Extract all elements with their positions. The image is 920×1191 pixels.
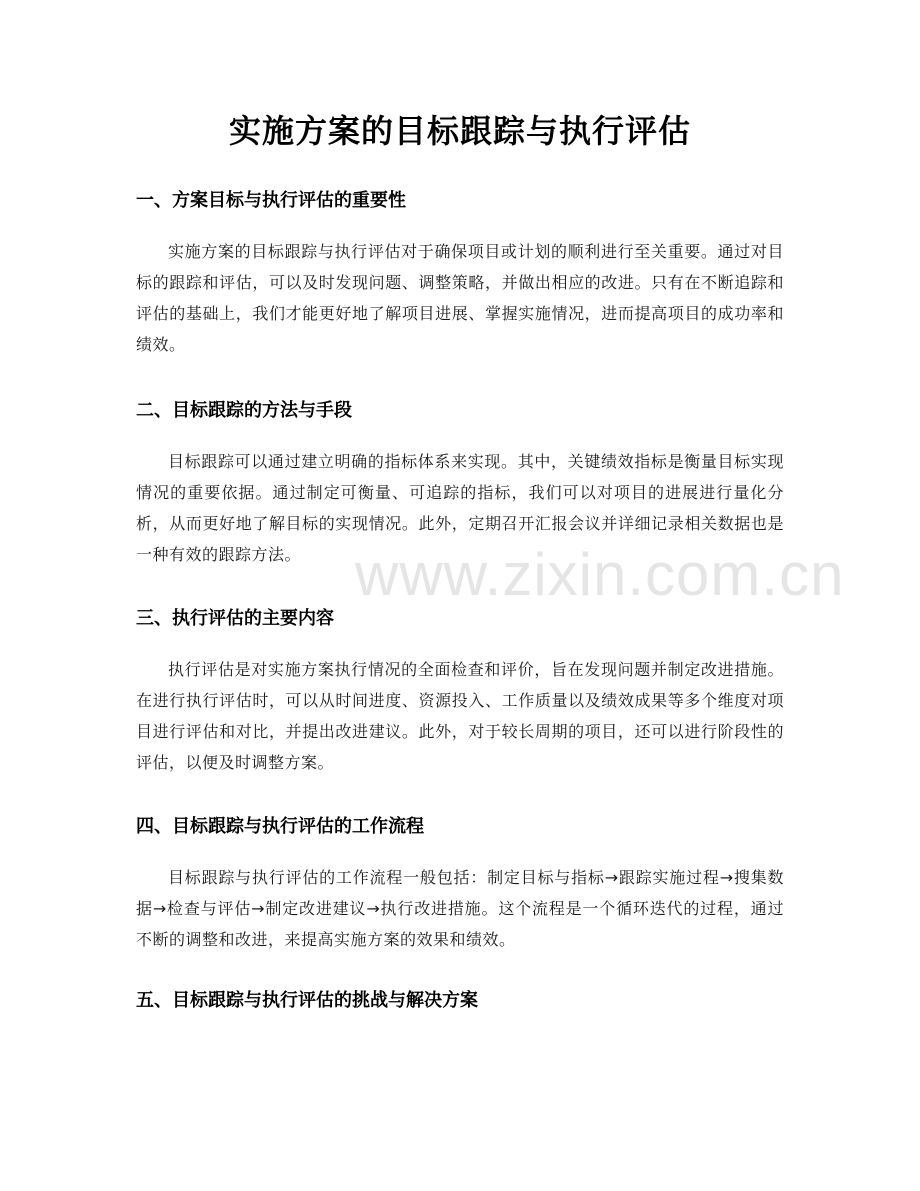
watermark: www.zixin.com.cn	[355, 541, 845, 608]
section-body-4: 目标跟踪与执行评估的工作流程一般包括：制定目标与指标→跟踪实施过程→搜集数据→检查与评估→制定改进建议→执行改进措施。这个流程是一个循环迭代的过程，通过不断的调整和改进，来提高实施方案的效果和绩效。	[136, 868, 784, 949]
section-body-3: 执行评估是对实施方案执行情况的全面检查和评价，旨在发现问题并制定改进措施。在进行执行评估时，可以从时间进度、资源投入、工作质量以及绩效成果等多个维度对项目进行评估和对比，并提出改进建议。此外，对于较长周期的项目，还可以进行阶段性的评估，以便及时调整方案。	[136, 660, 784, 772]
section-heading-1: 一、方案目标与执行评估的重要性	[136, 190, 406, 211]
document-title: 实施方案的目标跟踪与执行评估	[228, 112, 691, 150]
section-heading-5: 五、目标跟踪与执行评估的挑战与解决方案	[136, 990, 478, 1011]
section-body-2: 目标跟踪可以通过建立明确的指标体系来实现。其中，关键绩效指标是衡量目标实现情况的重要依据。通过制定可衡量、可追踪的指标，我们可以对项目的进展进行量化分析，从而更好地了解目标的实现情况。此外，定期召开汇报会议并详细记录相关数据也是一种有效的跟踪方法。	[136, 452, 784, 564]
section-heading-3: 三、执行评估的主要内容	[136, 608, 334, 629]
section-heading-4: 四、目标跟踪与执行评估的工作流程	[136, 816, 424, 837]
section-body-1: 实施方案的目标跟踪与执行评估对于确保项目或计划的顺利进行至关重要。通过对目标的跟踪和评估，可以及时发现问题、调整策略，并做出相应的改进。只有在不断追踪和评估的基础上，我们才能更好地了解项目进展、掌握实施情况，进而提高项目的成功率和绩效。	[136, 242, 784, 354]
section-heading-2: 二、目标跟踪的方法与手段	[136, 400, 352, 421]
